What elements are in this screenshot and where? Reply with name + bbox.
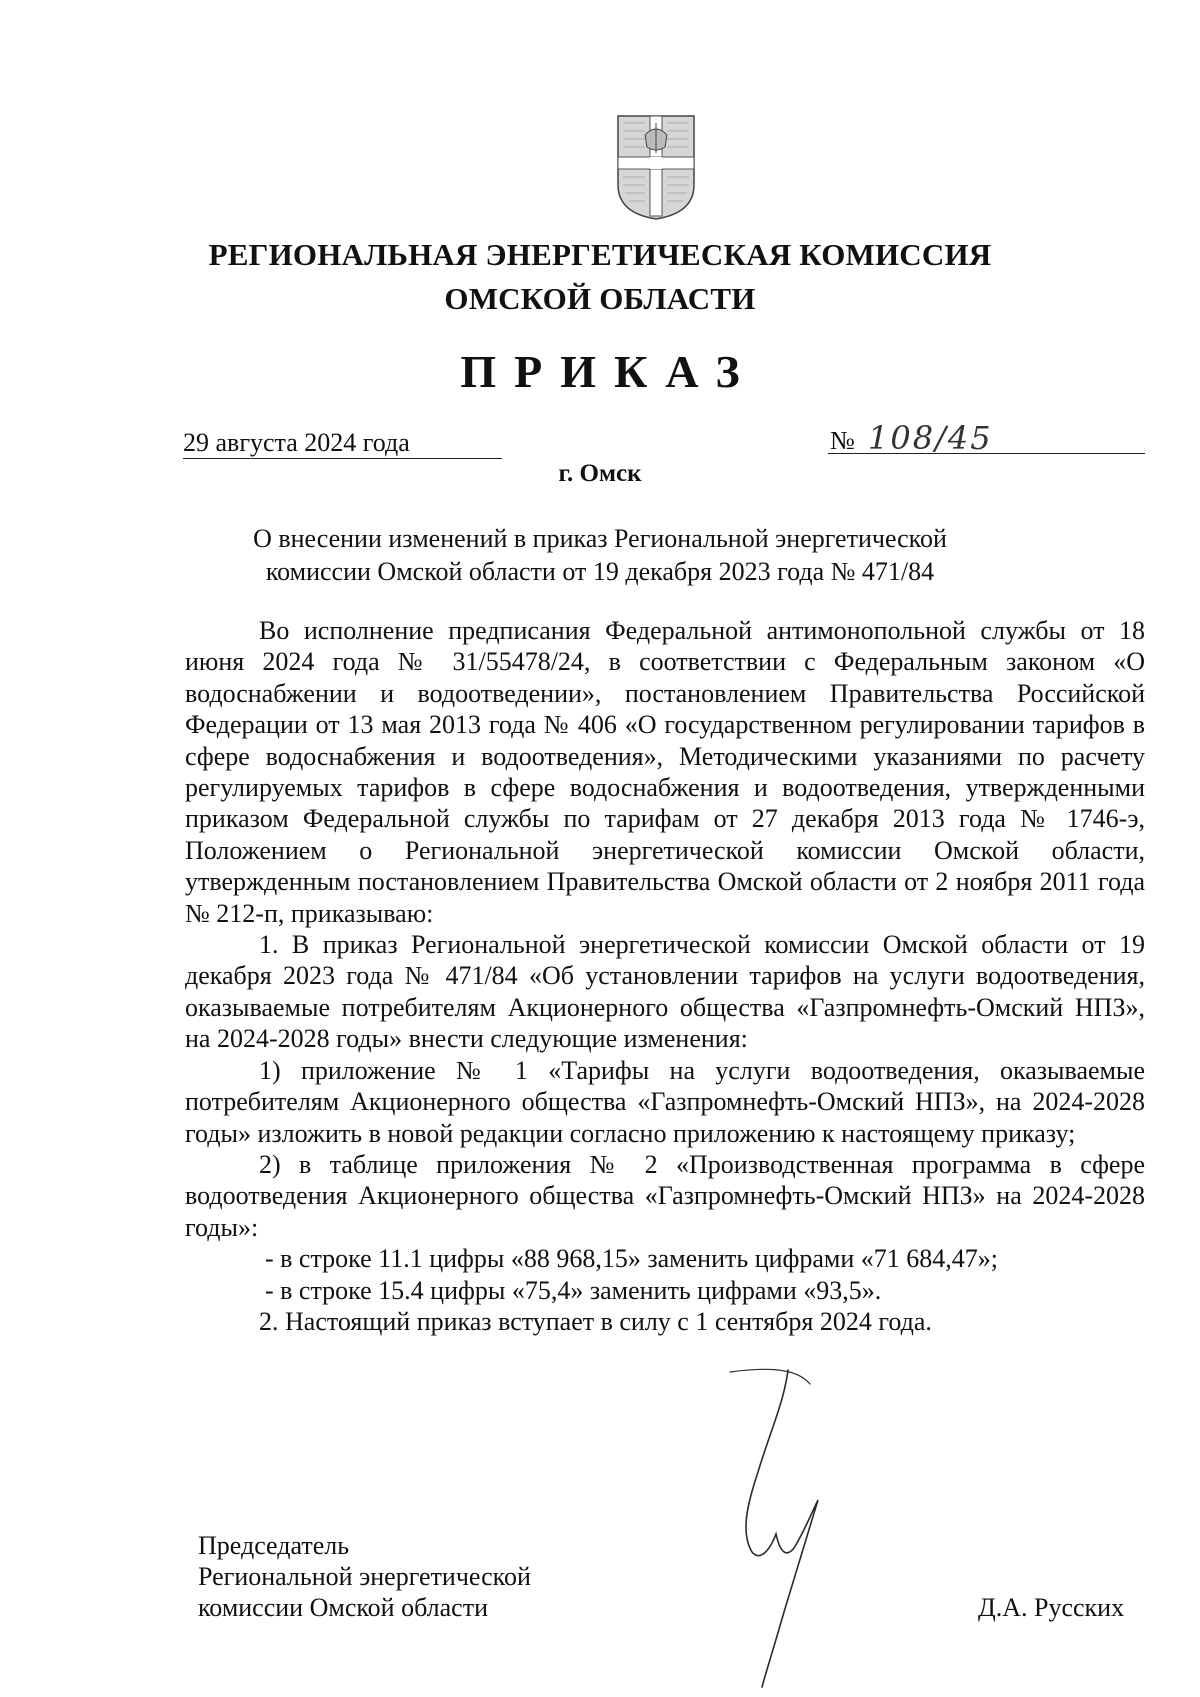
item-2-paragraph: 2. Настоящий приказ вступает в силу с 1 сентября 2024 года.: [259, 1306, 932, 1336]
city-name: г. Омск: [558, 460, 642, 487]
change-row-15-4: - в строке 15.4 цифры «75,4» заменить цифрами «93,5».: [265, 1275, 882, 1305]
item-1-2-paragraph: 2) в таблице приложения № 2 «Производственная программа в сфере водоотведения Акционерного общества «Газпромнефть-Омский НПЗ» на 2024-2028 годы»:: [185, 1149, 1145, 1242]
number-underline: [828, 453, 1145, 454]
coat-of-arms-icon: [615, 113, 697, 221]
item-1-1-paragraph: 1) приложение № 1 «Тарифы на услуги водоотведения, оказываемые потребителям Акционерного общества «Газпромнефть-Омский НПЗ», на 2024-2028 годы» изложить в новой редакции согласно приложению к настоящему приказу;: [185, 1055, 1145, 1148]
number-sign: №: [830, 426, 855, 455]
signatory-title-line3: комиссии Омской области: [198, 1593, 488, 1622]
preamble-paragraph: Во исполнение предписания Федеральной антимонопольной службы от 18 июня 2024 года № 31/55478/24, в соответствии с Федеральным законом «О водоснабжении и водоотведении», постановлением Правительства Российской Федерации от 13 мая 2013 года № 406 «О государственном регулировании тарифов в сфере водоснабжения и водоотведения», Методическими указаниями по расчету регулируемых тарифов в сфере водоснабжения и водоотведения, утвержденными приказом Федеральной службы по тарифам от 27 декабря 2013 года № 1746-э, Положением о Региональной энергетической комиссии Омской области, утвержденным постановлением Правительства Омской области от 2 ноября 2011 года № 212-п, приказываю:: [185, 616, 1145, 928]
organization-name-line2: ОМСКОЙ ОБЛАСТИ: [444, 281, 756, 316]
item-1-paragraph: 1. В приказ Региональной энергетической комиссии Омской области от 19 декабря 2023 года № 471/84 «Об установлении тарифов на услуги водоотведения, оказываемые потребителям Акционерного общества «Газпромнефть-Омский НПЗ», на 2024-2028 годы» внести следующие изменения:: [185, 930, 1145, 1054]
signatory-title: [198, 1530, 531, 1623]
subject-line2: комиссии Омской области от 19 декабря 2023 года № 471/84: [265, 557, 935, 586]
handwritten-signature: [700, 1362, 870, 1692]
document-body: [185, 615, 1145, 1337]
document-type-title: ПРИКАЗ: [460, 346, 758, 397]
signatory-title-line2: Региональной энергетической: [198, 1562, 531, 1591]
signatory-name: Д.А. Русских: [978, 1593, 1125, 1622]
subject-line1: О внесении изменений в приказ Региональной энергетической: [253, 524, 947, 553]
signatory-title-line1: Председатель: [198, 1531, 350, 1560]
document-number: 108/45: [868, 419, 993, 457]
date-underline: [183, 458, 502, 459]
organization-name-line1: РЕГИОНАЛЬНАЯ ЭНЕРГЕТИЧЕСКАЯ КОМИССИЯ: [208, 237, 992, 272]
change-row-11-1: - в строке 11.1 цифры «88 968,15» заменить цифрами «71 684,47»;: [265, 1244, 999, 1274]
document-subject: [200, 522, 1000, 588]
document-date: 29 августа 2024 года: [183, 428, 410, 457]
